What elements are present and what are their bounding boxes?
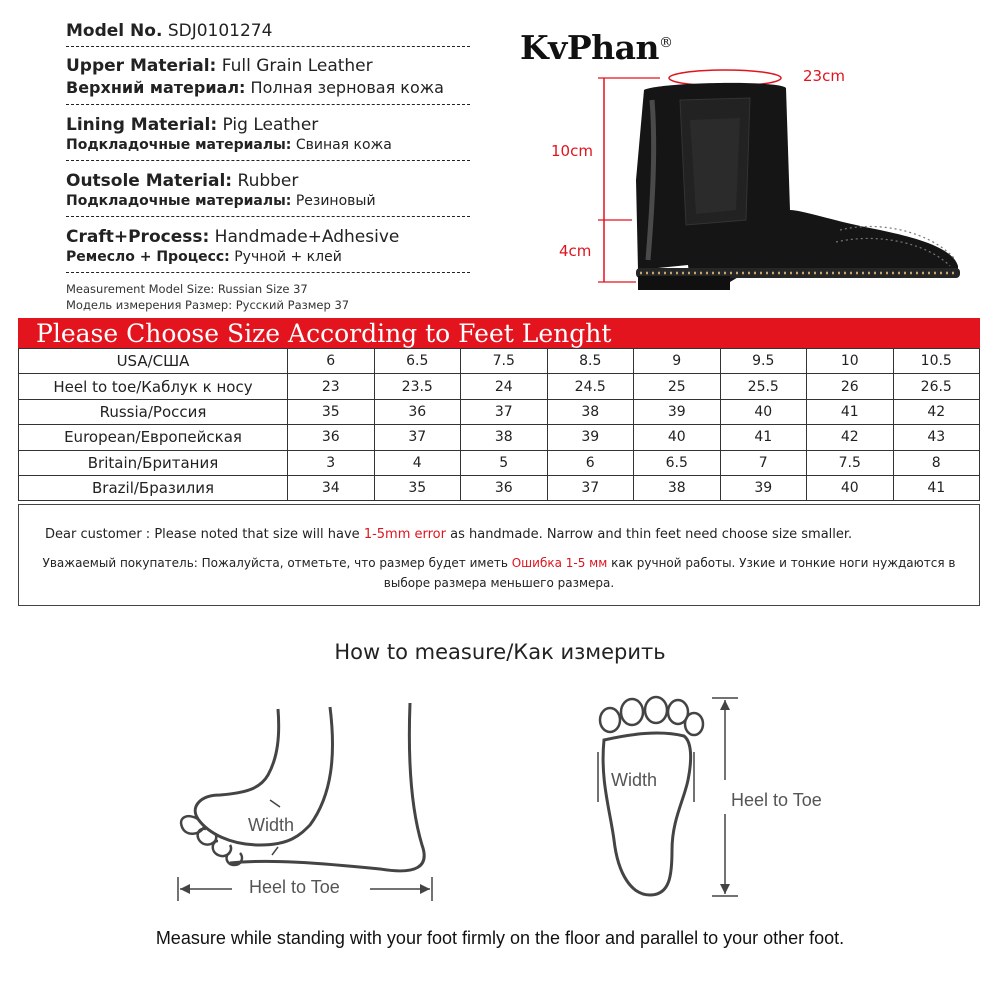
notice-en-error: 1-5mm error <box>363 527 446 542</box>
shaft-height-label: 10cm <box>551 142 593 160</box>
table-cell: 39 <box>547 425 634 450</box>
row-label: Britain/Британия <box>19 450 288 475</box>
measure-instruction: Measure while standing with your foot firmly on the floor and parallel to your other foot. <box>155 928 845 948</box>
table-cell: 9 <box>634 349 721 374</box>
table-cell: 41 <box>807 399 894 424</box>
lining-label: Lining Material: <box>66 115 218 135</box>
model-value: SDJ0101274 <box>167 21 273 41</box>
table-cell: 37 <box>547 475 634 500</box>
table-cell: 7 <box>720 450 807 475</box>
table-cell: 7.5 <box>807 450 894 475</box>
table-cell: 3 <box>288 450 375 475</box>
table-cell: 26 <box>807 374 894 399</box>
lining-ru-label: Подкладочные материалы: <box>66 137 292 153</box>
table-cell: 25.5 <box>720 374 807 399</box>
outsole-ru-value: Резиновый <box>295 193 376 209</box>
table-cell: 6.5 <box>634 450 721 475</box>
table-cell: 38 <box>461 425 548 450</box>
row-label: Brazil/Бразилия <box>19 475 288 500</box>
upper-value: Full Grain Leather <box>221 56 373 76</box>
table-cell: 10.5 <box>893 349 980 374</box>
sole-width-label: Width <box>611 770 658 790</box>
circumference-label: 23cm <box>803 67 845 85</box>
table-row <box>19 475 980 500</box>
row-label: Heel to toe/Каблук к носу <box>19 374 288 399</box>
table-cell: 42 <box>893 399 980 424</box>
notice-en-text: Dear customer : Please noted that size will have <box>45 527 364 542</box>
boot-illustration <box>540 60 980 300</box>
spec-upper <box>66 55 470 99</box>
table-cell: 36 <box>374 399 461 424</box>
table-cell: 40 <box>634 425 721 450</box>
table-cell: 6 <box>288 349 375 374</box>
table-cell: 6.5 <box>374 349 461 374</box>
heel-height-label: 4cm <box>559 242 592 260</box>
table-cell: 8 <box>893 450 980 475</box>
table-cell: 42 <box>807 425 894 450</box>
lining-value: Pig Leather <box>222 115 319 135</box>
table-cell: 5 <box>461 450 548 475</box>
table-cell: 9.5 <box>720 349 807 374</box>
table-row <box>19 399 980 424</box>
divider <box>66 104 470 105</box>
table-cell: 37 <box>374 425 461 450</box>
spec-outsole <box>66 170 470 210</box>
upper-ru-label: Верхний материал: <box>66 78 246 97</box>
notice-en <box>45 527 852 542</box>
sole-heel-toe-label: Heel to Toe <box>731 790 822 810</box>
notice-box <box>18 504 980 606</box>
upper-ru-value: Полная зерновая кожа <box>250 78 444 97</box>
outsole-value: Rubber <box>237 171 299 191</box>
model-label: Model No. <box>66 21 163 41</box>
table-cell: 36 <box>461 475 548 500</box>
table-cell: 24 <box>461 374 548 399</box>
measure-note-ru: Модель измерения Размер: Русский Размер 37 <box>66 298 350 312</box>
table-cell: 24.5 <box>547 374 634 399</box>
outsole-ru-label: Подкладочные материалы: <box>66 193 292 209</box>
craft-ru-label: Ремесло + Процесс: <box>66 249 230 265</box>
size-banner: Please Choose Size According to Feet Lenght <box>18 318 980 348</box>
measure-note: Measurement Model Size: Russian Size 37 <box>66 282 308 296</box>
divider <box>66 46 470 47</box>
table-cell: 38 <box>634 475 721 500</box>
brand-name: KvPhan <box>520 28 660 67</box>
side-heel-toe-label: Heel to Toe <box>249 877 340 897</box>
table-cell: 8.5 <box>547 349 634 374</box>
table-row <box>19 425 980 450</box>
table-cell: 36 <box>288 425 375 450</box>
table-row <box>19 349 980 374</box>
table-cell: 25 <box>634 374 721 399</box>
row-label: Russia/Россия <box>19 399 288 424</box>
spec-lining <box>66 114 470 154</box>
notice-ru-text-end: как ручной работы. Узкие и тонкие ноги нуждаются в выборе размера меньшего размера. <box>383 556 956 590</box>
divider <box>66 272 470 273</box>
table-cell: 7.5 <box>461 349 548 374</box>
divider <box>66 216 470 217</box>
row-label: USA/CША <box>19 349 288 374</box>
spec-craft <box>66 226 470 266</box>
table-row <box>19 450 980 475</box>
craft-value: Handmade+Adhesive <box>214 227 400 247</box>
table-cell: 39 <box>634 399 721 424</box>
table-cell: 6 <box>547 450 634 475</box>
upper-label: Upper Material: <box>66 56 217 76</box>
craft-ru-value: Ручной + клей <box>234 249 342 265</box>
size-table <box>18 348 980 501</box>
table-cell: 35 <box>288 399 375 424</box>
notice-en-text-end: as handmade. Narrow and thin feet need choose size smaller. <box>445 527 853 542</box>
table-cell: 35 <box>374 475 461 500</box>
table-cell: 26.5 <box>893 374 980 399</box>
divider <box>66 160 470 161</box>
table-cell: 41 <box>893 475 980 500</box>
table-cell: 41 <box>720 425 807 450</box>
table-cell: 40 <box>720 399 807 424</box>
side-width-label: Width <box>248 815 295 835</box>
table-row <box>19 374 980 399</box>
outsole-label: Outsole Material: <box>66 171 233 191</box>
table-cell: 37 <box>461 399 548 424</box>
table-cell: 23.5 <box>374 374 461 399</box>
craft-label: Craft+Process: <box>66 227 210 247</box>
howto-title: How to measure/Как измерить <box>334 640 666 664</box>
spec-model <box>66 20 470 42</box>
table-cell: 38 <box>547 399 634 424</box>
notice-ru-text: Уважаемый покупатель: Пожалуйста, отметьте, что размер будет иметь <box>42 556 512 570</box>
table-cell: 10 <box>807 349 894 374</box>
registered-mark: ® <box>659 35 673 51</box>
table-cell: 43 <box>893 425 980 450</box>
table-cell: 39 <box>720 475 807 500</box>
table-cell: 23 <box>288 374 375 399</box>
notice-ru-error: Ошибка 1-5 мм <box>511 556 608 570</box>
table-cell: 34 <box>288 475 375 500</box>
notice-ru <box>27 553 971 593</box>
lining-ru-value: Свиная кожа <box>295 137 392 153</box>
table-cell: 4 <box>374 450 461 475</box>
table-cell: 40 <box>807 475 894 500</box>
row-label: European/Европейская <box>19 425 288 450</box>
